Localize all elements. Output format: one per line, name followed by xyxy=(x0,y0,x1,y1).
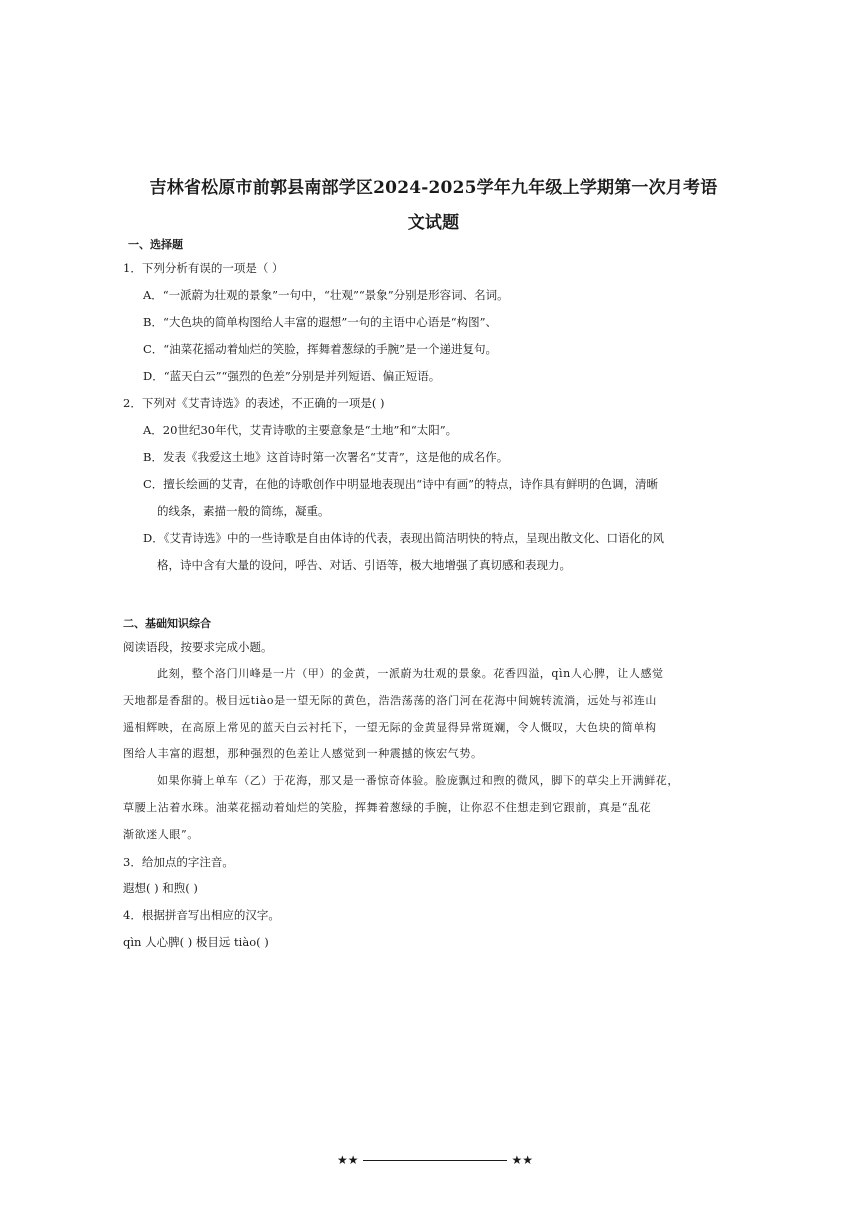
question-3-stem: 3．给加点的字注音。 xyxy=(123,855,234,869)
question-4-answer-blanks: qìn 人心脾( ) 极目远 tiào( ) xyxy=(123,935,269,949)
reading-instruction: 阅读语段，按要求完成小题。 xyxy=(123,640,273,654)
passage-line-1: 此刻，整个洛门川峰是一片（甲）的金黄，一派蔚为壮观的景象。花香四溢，qìn人心脾，让人感觉 xyxy=(157,667,664,680)
question-2-option-b: B．发表《我爱这土地》这首诗时第一次署名“艾青”，这是他的成名作。 xyxy=(143,450,509,464)
question-2-option-a: A．20世纪30年代，艾青诗歌的主要意象是“土地”和“太阳”。 xyxy=(143,423,458,437)
passage-line-7: 渐欲迷人眼”。 xyxy=(123,828,199,841)
footer-divider-line xyxy=(363,1160,508,1161)
footer-right-stars-icon: ★★ xyxy=(511,1153,533,1167)
section-2-heading: 二、基础知识综合 xyxy=(123,617,211,630)
question-1-option-a: A．“一派蔚为壮观的景象”一句中，“壮观”“景象”分别是形容词、名词。 xyxy=(143,288,509,302)
question-2-stem: 2．下列对《艾青诗选》的表述，不正确的一项是( ) xyxy=(123,396,385,410)
question-2-option-d: D．《艾青诗选》中的一些诗歌是自由体诗的代表，表现出简洁明快的特点，呈现出散文化、口语化的风 xyxy=(143,531,664,545)
document-title-line-1: 吉林省松原市前郭县南部学区2024-2025学年九年级上学期第一次月考语 xyxy=(149,178,718,198)
question-3-answer-blanks: 遐想( ) 和煦( ) xyxy=(123,881,198,895)
question-1-option-d: D．“蓝天白云”“强烈的色差”分别是并列短语、偏正短语。 xyxy=(143,369,441,383)
passage-line-5: 如果你骑上单车（乙）于花海，那又是一番惊奇体验。脸庞飘过和煦的微风，脚下的草尖上开满鲜花， xyxy=(157,774,679,787)
question-2-option-c: C．擅长绘画的艾青，在他的诗歌创作中明显地表现出“诗中有画”的特点，诗作具有鲜明的色调，清晰 xyxy=(143,477,659,491)
question-4-stem: 4．根据拼音写出相应的汉字。 xyxy=(123,908,280,922)
passage-line-3: 遥相辉映，在高原上常见的蓝天白云衬托下，一望无际的金黄显得异常斑斓，令人慨叹，大色块的简单构 xyxy=(123,721,657,734)
question-2-option-c-continued: 的线条，素描一般的简练，凝重。 xyxy=(157,504,330,518)
footer-left-stars-icon: ★★ xyxy=(337,1153,359,1167)
section-1-heading: 一、选择题 xyxy=(128,238,183,251)
question-1-stem: 1．下列分析有误的一项是（ ） xyxy=(123,261,284,275)
passage-line-2: 天地都是香甜的。极目远tiào是一望无际的黄色，浩浩荡荡的洛门河在花海中间婉转流淌，远处与祁连山 xyxy=(123,694,657,707)
question-1-option-c: C．“油菜花摇动着灿烂的笑脸，挥舞着葱绿的手腕”是一个递进复句。 xyxy=(143,342,498,356)
question-2-option-d-continued: 格，诗中含有大量的设问，呼告、对话、引语等，极大地增强了真切感和表现力。 xyxy=(157,558,571,572)
page-footer-ornament xyxy=(337,1153,533,1167)
passage-line-6: 草腰上沾着水珠。油菜花摇动着灿烂的笑脸，挥舞着葱绿的手腕，让你忍不住想走到它跟前，真是“乱花 xyxy=(123,801,652,814)
document-title-line-2: 文试题 xyxy=(407,213,460,233)
question-1-option-b: B．“大色块的简单构图给人丰富的遐想”一句的主语中心语是“构图”、 xyxy=(143,315,497,329)
passage-line-4: 图给人丰富的遐想，那种强烈的色差让人感觉到一种震撼的恢宏气势。 xyxy=(123,747,483,760)
